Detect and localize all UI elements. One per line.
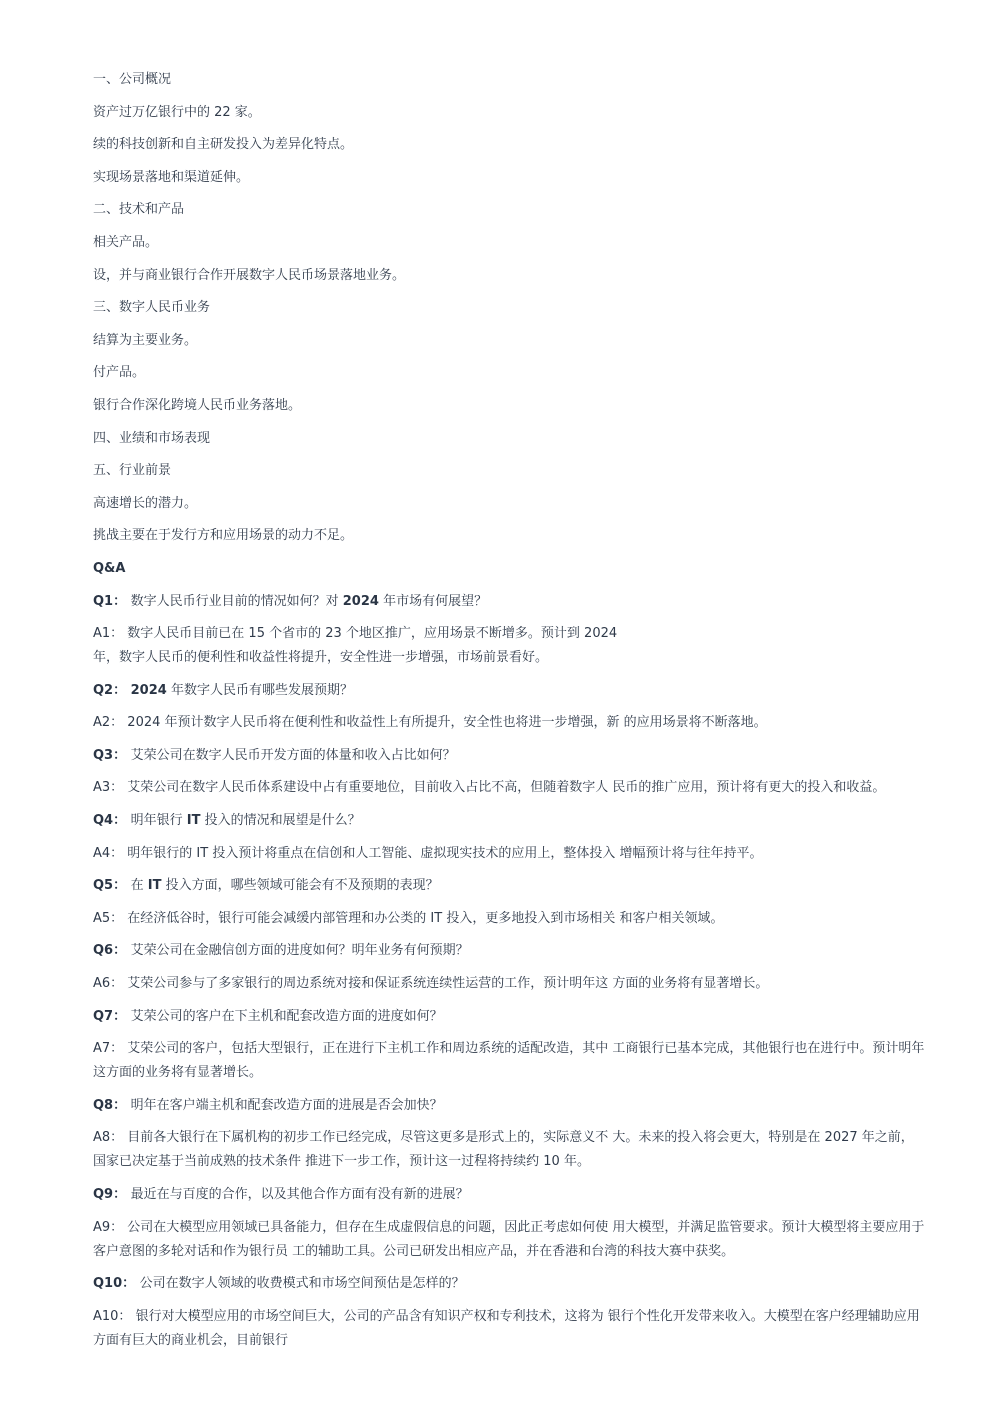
text-line: 付产品。 <box>93 365 146 381</box>
answer-line: 年，数字人民币的便利性和收益性将提升，安全性进一步增强，市场前景看好。 <box>93 650 549 666</box>
answer-line: A5： 在经济低谷时，银行可能会减缓内部管理和办公类的 IT 投入，更多地投入到市场相关 和客户相关领域。 <box>93 910 724 926</box>
section-heading-overview: 一、公司概况 <box>93 72 172 87</box>
answer-line: A6： 艾荣公司参与了多家银行的周边系统对接和保证系统连续性运营的工作，预计明年这 方面的业务将有显著增长。 <box>93 976 769 992</box>
question-text: 在 <box>130 878 148 894</box>
answer <box>93 1037 945 1085</box>
question-text: 明年银行 <box>130 813 187 829</box>
question <box>93 874 945 898</box>
answer-line: A1： 数字人民币目前已在 15 个省市的 23 个地区推广，应用场景不断增多。预计到 2024 <box>93 626 618 642</box>
answer <box>93 711 945 735</box>
answer <box>93 622 945 670</box>
question <box>93 1005 945 1029</box>
question-text: 最近在与百度的合作，以及其他合作方面有没有新的进展？ <box>130 1187 469 1202</box>
text-line: 设，并与商业银行合作开展数字人民币场景落地业务。 <box>93 267 406 283</box>
qa-list <box>93 590 945 1353</box>
question-text: 年数字人民币有哪些发展预期？ <box>166 682 353 698</box>
question <box>93 1094 945 1118</box>
question-label: Q8： <box>93 1097 131 1113</box>
question-label: Q5： <box>93 878 131 894</box>
question-text: 明年在客户端主机和配套改造方面的进展是否会加快？ <box>130 1097 443 1113</box>
question-label: Q3： <box>93 747 131 763</box>
question <box>93 809 945 833</box>
answer-line: A3： 艾荣公司在数字人民币体系建设中占有重要地位，目前收入占比不高，但随着数字人 民币的推广应用，预计将有更大的投入和收益。 <box>93 780 886 796</box>
section-heading-performance: 四、业绩和市场表现 <box>93 430 211 446</box>
text-line: 续的科技创新和自主研发投入为差异化特点。 <box>93 137 354 153</box>
question <box>93 679 945 703</box>
question-text: 艾荣公司的客户在下主机和配套改造方面的进度如何？ <box>130 1008 443 1024</box>
question-label: Q2： <box>93 682 131 698</box>
text-line: 结算为主要业务。 <box>93 332 198 348</box>
answer-line: A2： 2024 年预计数字人民币将在便利性和收益性上有所提升，安全性也将进一步增强，新 的应用场景将不断落地。 <box>93 715 767 731</box>
question-label: Q4： <box>93 813 131 829</box>
question-emphasis: 2024 <box>342 593 379 609</box>
question-label: Q6： <box>93 943 131 959</box>
text-line: 挑战主要在于发行方和应用场景的动力不足。 <box>93 528 354 544</box>
document-body <box>93 68 945 1361</box>
question <box>93 1272 945 1296</box>
answer-line: A8： 目前各大银行在下属机构的初步工作已经完成，尽管这更多是形式上的，实际意义不 大。未来的投入将会更大，特别是在 2027 年之前， <box>93 1130 914 1146</box>
text-line: 实现场景落地和渠道延伸。 <box>93 169 250 185</box>
question-label: Q7： <box>93 1008 131 1024</box>
section-heading-outlook: 五、行业前景 <box>93 463 172 479</box>
question-emphasis: IT <box>147 878 162 894</box>
question <box>93 590 945 614</box>
answer-line: A10： 银行对大模型应用的市场空间巨大，公司的产品含有知识产权和专利技术，这将为 银行个性化开发带来收入。大模型在客户经理辅助应用 <box>93 1308 920 1324</box>
answer <box>93 842 945 866</box>
question-emphasis: 2024 <box>130 682 167 698</box>
answer <box>93 907 945 931</box>
answer-line: A4： 明年银行的 IT 投入预计将重点在信创和人工智能、虚拟现实技术的应用上，整体投入 增幅预计将与往年持平。 <box>93 845 763 861</box>
answer-line: 国家已决定基于当前成熟的技术条件 推进下一步工作，预计这一过程将持续约 10 年。 <box>93 1154 590 1170</box>
question-text: 投入方面，哪些领域可能会有不及预期的表现？ <box>161 878 439 894</box>
section-heading-ecny: 三、数字人民币业务 <box>93 300 211 316</box>
answer-line: 客户意图的多轮对话和作为银行员 工的辅助工具。公司已研发出相应产品，并在香港和台湾的科技大赛中获奖。 <box>93 1243 735 1259</box>
answer <box>93 776 945 800</box>
question-emphasis: IT <box>186 813 201 829</box>
answer-line: 这方面的业务将有显著增长。 <box>93 1065 263 1081</box>
question-label: Q9： <box>93 1187 131 1202</box>
text-line: 资产过万亿银行中的 22 家。 <box>93 104 261 120</box>
question-label: Q10： <box>93 1276 140 1292</box>
answer-line: 方面有巨大的商业机会，目前银行 <box>93 1332 289 1348</box>
question <box>93 1183 945 1207</box>
question-text: 公司在数字人领域的收费模式和市场空间预估是怎样的？ <box>139 1276 465 1292</box>
answer <box>93 972 945 996</box>
question-text: 艾荣公司在金融信创方面的进度如何？明年业务有何预期？ <box>130 943 469 959</box>
question-text: 年市场有何展望？ <box>378 593 488 609</box>
question-text: 数字人民币行业目前的情况如何？对 <box>130 593 343 609</box>
question-text: 投入的情况和展望是什么？ <box>200 813 361 829</box>
question <box>93 939 945 963</box>
answer <box>93 1126 945 1174</box>
text-line: 相关产品。 <box>93 234 159 250</box>
question <box>93 744 945 768</box>
question-label: Q1： <box>93 593 131 609</box>
text-line: 银行合作深化跨境人民币业务落地。 <box>93 397 302 413</box>
answer-line: A9： 公司在大模型应用领域已具备能力，但存在生成虚假信息的问题，因此正考虑如何使 用大模型，并满足监管要求。预计大模型将主要应用于 <box>93 1219 925 1235</box>
qa-heading: Q&A <box>93 560 126 576</box>
question-text: 艾荣公司在数字人民币开发方面的体量和收入占比如何？ <box>130 747 456 763</box>
section-heading-tech: 二、技术和产品 <box>93 202 185 218</box>
answer <box>93 1305 945 1353</box>
answer <box>93 1216 945 1264</box>
answer-line: A7： 艾荣公司的客户，包括大型银行，正在进行下主机工作和周边系统的适配改造，其中 工商银行已基本完成，其他银行也在进行中。预计明年 <box>93 1041 925 1057</box>
text-line: 高速增长的潜力。 <box>93 495 198 511</box>
